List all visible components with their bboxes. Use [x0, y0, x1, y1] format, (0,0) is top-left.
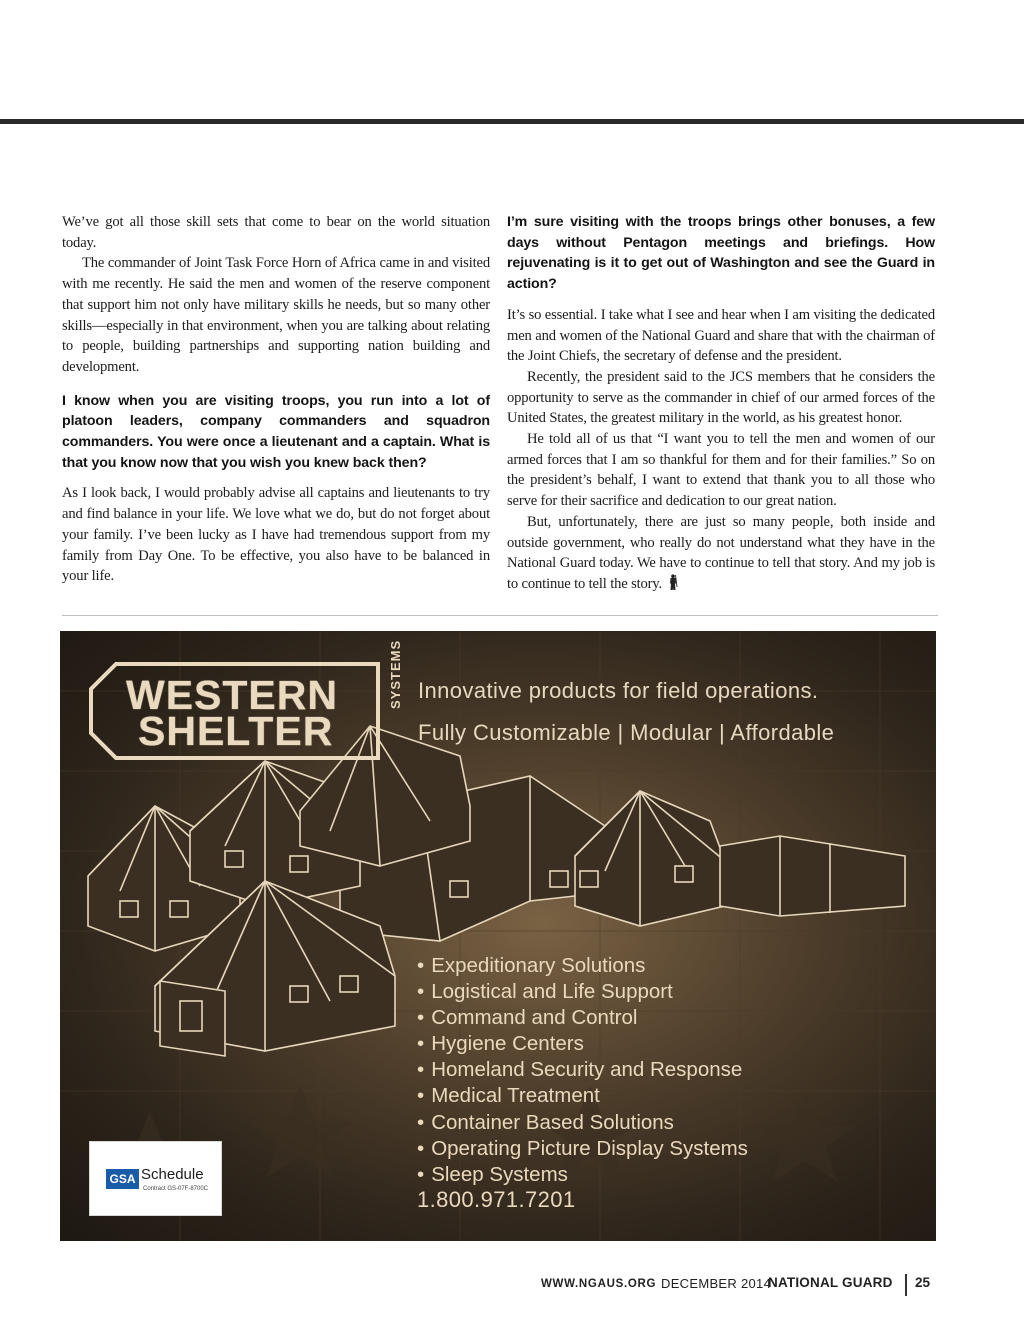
- section-divider: [62, 615, 938, 616]
- list-item: • Logistical and Life Support: [417, 979, 748, 1005]
- list-item: • Sleep Systems: [417, 1162, 748, 1188]
- paragraph: It’s so essential. I take what I see and hear when I am visiting the dedicated men and women of the National Guard and share that with the chairman of the Joint Chiefs, the secretary of defense and the president.: [507, 306, 935, 365]
- interview-question: I know when you are visiting troops, you run into a lot of platoon leaders, company commanders and squadron commanders. You were once a lieutenant and a captain. What is that you know now that you wish you knew back then?: [62, 392, 490, 471]
- paragraph-text: But, unfortunately, there are just so many people, both inside and outside government, who really do not understand what they have in the National Guard today. We have to continue to tell that story. And my job is to continue to tell the story.: [507, 513, 935, 592]
- footer-issue-date: DECEMBER 2014: [661, 1276, 772, 1291]
- gsa-contract-text: Contract GS-07F-8700C: [143, 1186, 209, 1192]
- paragraph: The commander of Joint Task Force Horn of Africa came in and visited with me recently. He said the men and women of the reserve component that support him not only have military skills he needs, but so many other skills—especially in that environment, when you are talking about relating to people, building partnerships and supporting nation building and development.: [62, 255, 490, 375]
- list-item: • Expeditionary Solutions: [417, 953, 748, 979]
- minuteman-icon: [668, 574, 678, 590]
- ad-tagline: Innovative products for field operations.: [418, 678, 819, 703]
- list-item: • Operating Picture Display Systems: [417, 1136, 748, 1162]
- interview-question: I’m sure visiting with the troops brings other bonuses, a few days without Pentagon meetings and briefings. How rejuvenating is it to get out of Washington and see the Guard in action?: [507, 214, 935, 293]
- paragraph-last: [507, 512, 935, 595]
- feature-list: [417, 953, 748, 1188]
- logo-text: SHELTER: [138, 708, 334, 754]
- paragraph: He told all of us that “I want you to tell the men and women of our armed forces that I am so thankful for them and for their families.” So on the president’s behalf, I want to extend that thank you to all those who serve for their sacrifice and dedication to our great nation.: [507, 431, 935, 510]
- list-item: • Medical Treatment: [417, 1083, 748, 1109]
- logo-systems-text: SYSTEMS: [388, 639, 403, 709]
- ad-tagline: Fully Customizable | Modular | Affordable: [418, 720, 835, 745]
- list-item: • Homeland Security and Response: [417, 1057, 748, 1083]
- footer-divider: [905, 1274, 907, 1296]
- western-shelter-logo: [88, 639, 403, 761]
- paragraph: Recently, the president said to the JCS members that he considers the opportunity to serve as the commander in chief of our armed forces of the United States, the greatest military in the world, as his greatest honor.: [507, 368, 935, 427]
- gsa-schedule-badge: [89, 1141, 222, 1216]
- footer-site-url: WWW.NGAUS.ORG: [541, 1278, 657, 1290]
- article-right-column: [507, 212, 935, 595]
- footer-magazine-title: NATIONAL GUARD: [768, 1275, 893, 1290]
- paragraph: As I look back, I would probably advise all captains and lieutenants to try and find balance in your life. We love what we do, but do not forget about your family. I’ve been lucky as I have had tremendous support from my family from Day One. To be effective, you also have to be balanced in your life.: [62, 485, 490, 585]
- list-item: • Container Based Solutions: [417, 1110, 748, 1136]
- ad-phone-number: 1.800.971.7201: [417, 1187, 576, 1212]
- gsa-logo-mark: GSA: [106, 1169, 139, 1189]
- list-item: • Command and Control: [417, 1005, 748, 1031]
- logo-text: WESTERN: [126, 672, 338, 718]
- western-shelter-advertisement: [60, 631, 936, 1241]
- article-left-column: [62, 212, 490, 587]
- gsa-schedule-text: Schedule: [141, 1166, 204, 1183]
- top-rule: [0, 119, 1024, 124]
- paragraph: We’ve got all those skill sets that come to bear on the world situation today.: [62, 214, 490, 251]
- page-footer: [0, 1274, 1024, 1298]
- page-number: 25: [915, 1275, 931, 1290]
- list-item: • Hygiene Centers: [417, 1031, 748, 1057]
